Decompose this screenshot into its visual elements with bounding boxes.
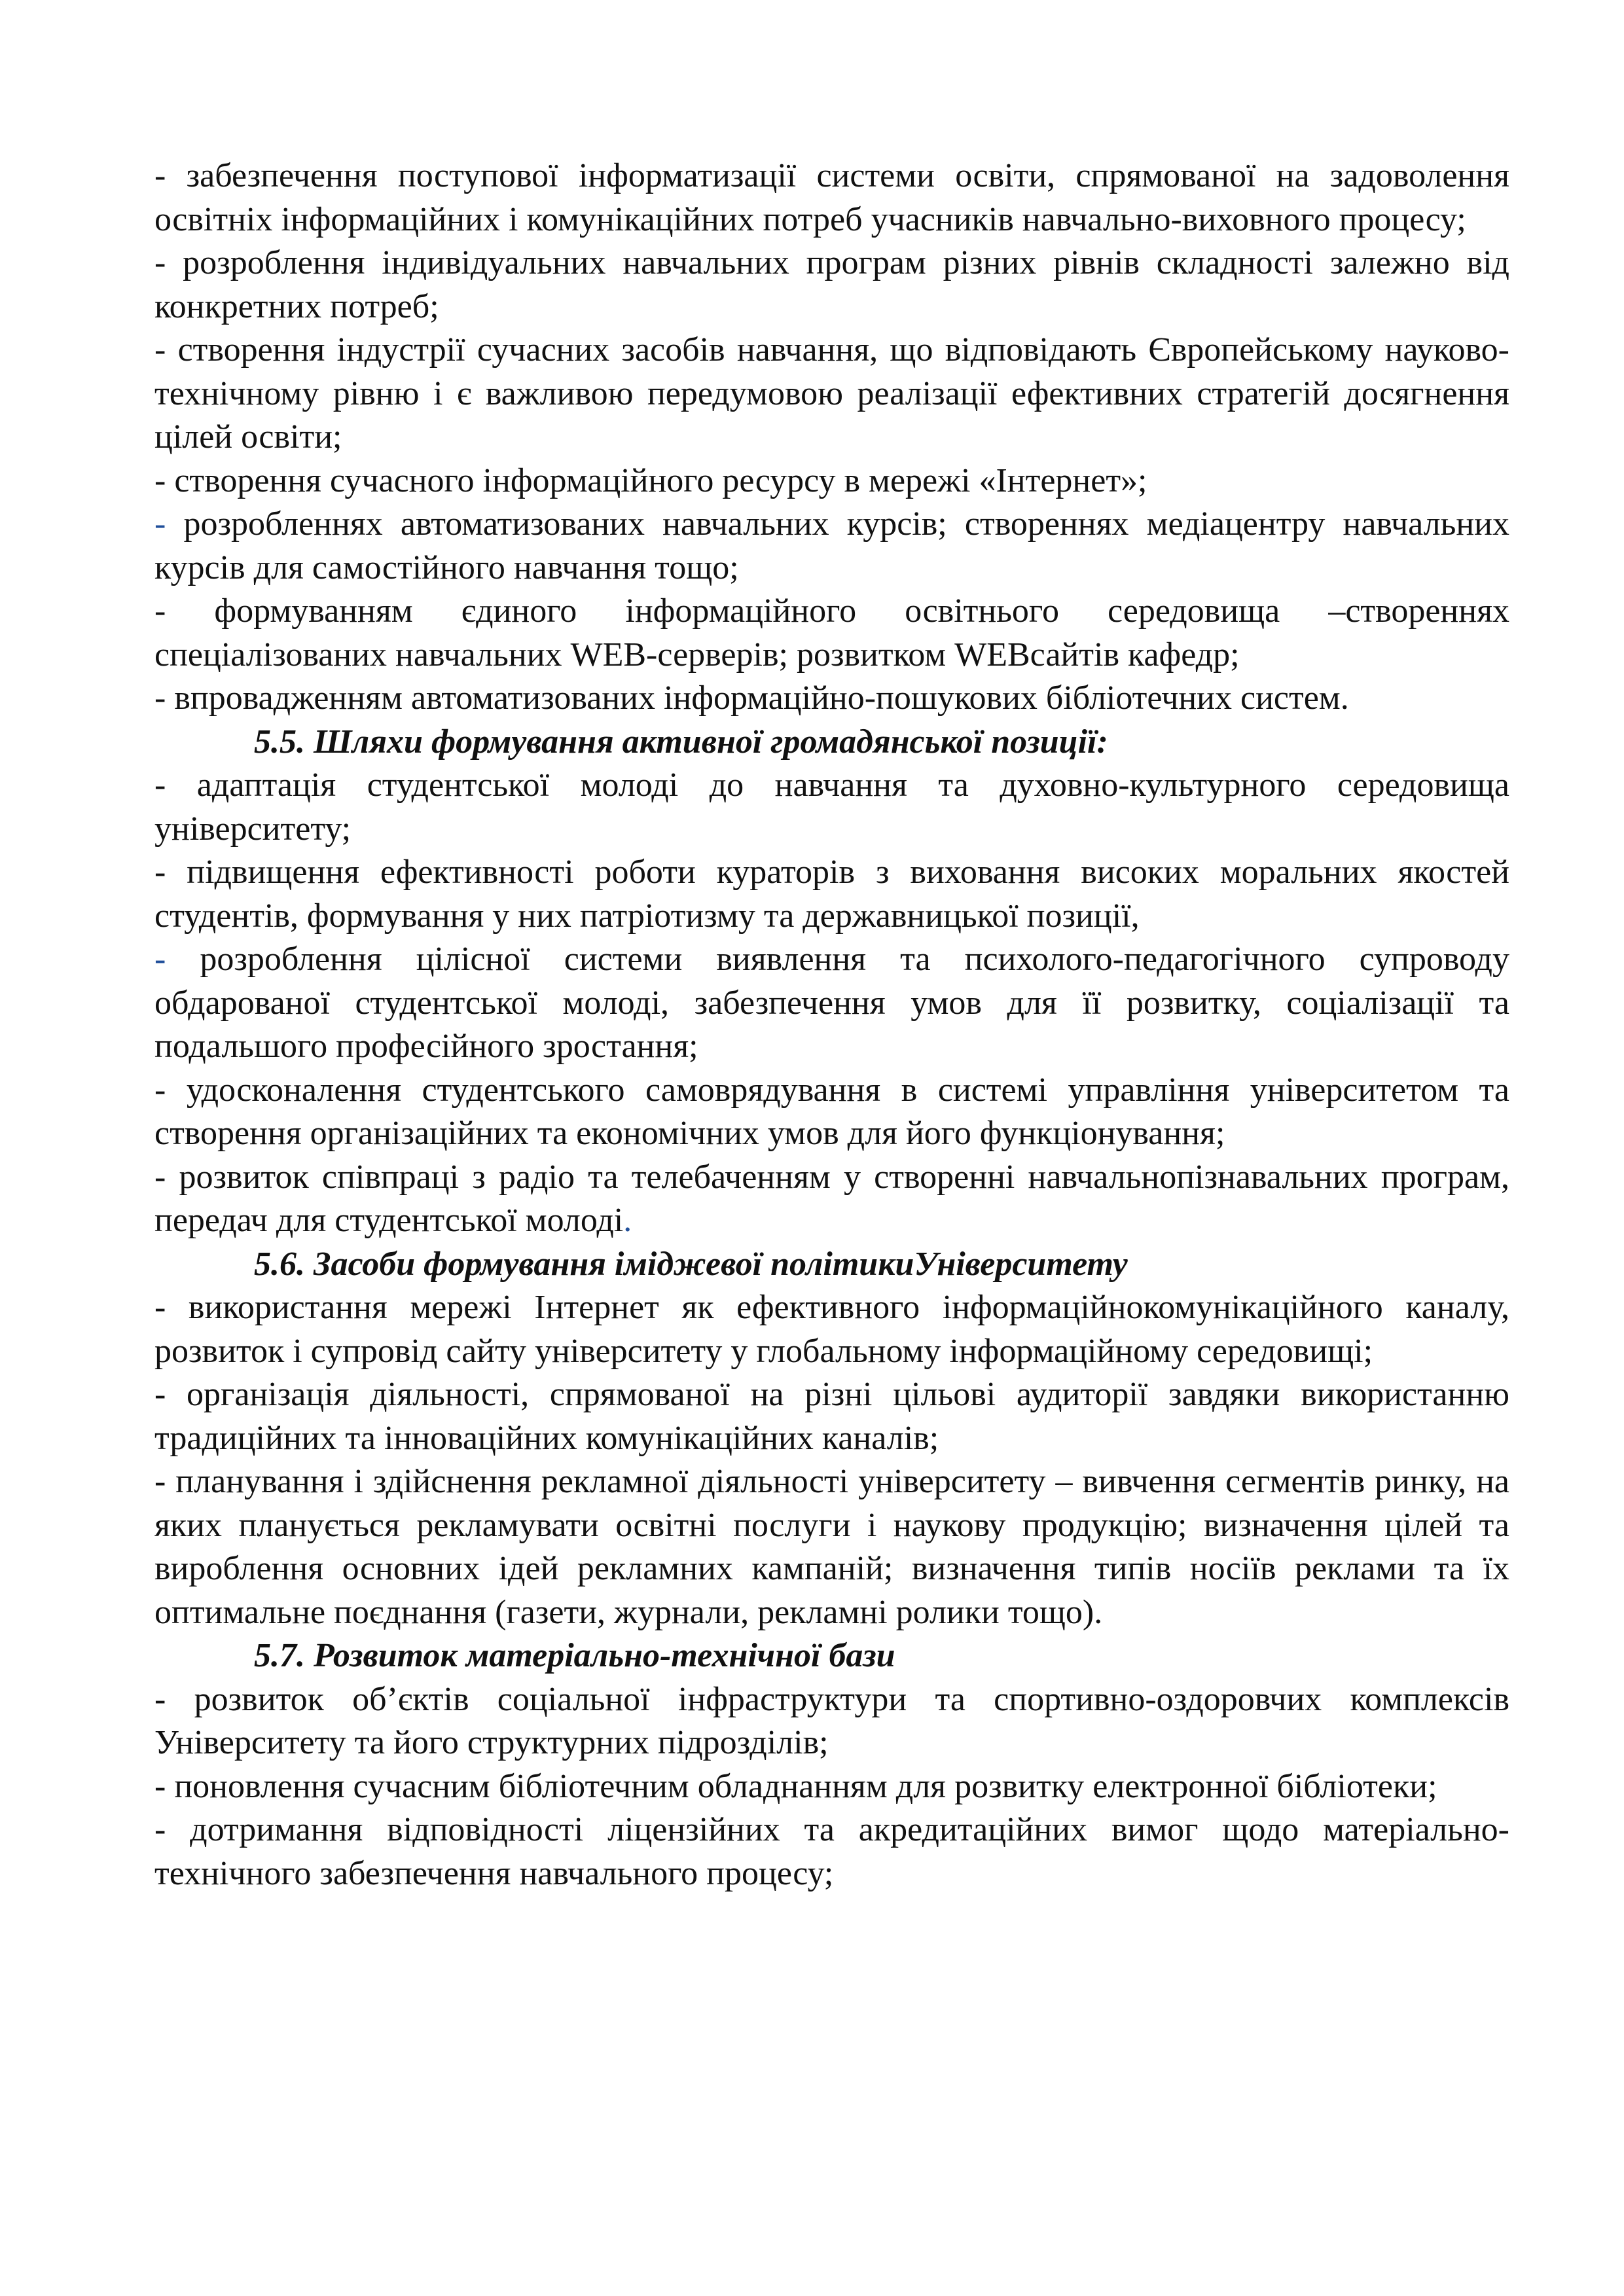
- list-item: - розроблення індивідуальних навчальних програм різних рівнів складності залежно від конкретних потреб;: [154, 244, 1509, 325]
- list-item: [154, 1156, 1509, 1243]
- section-heading: 5.7. Розвиток матеріально-технічної бази: [254, 1637, 895, 1674]
- bullet-dash: -: [154, 941, 200, 978]
- list-item: - створення сучасного інформаційного ресурсу в мережі «Інтернет»;: [154, 461, 1147, 499]
- list-item: - використання мережі Інтернет як ефективного інформаційнокомунікаційного каналу, розвиток і супровід сайту університету у глобальному інформаційному середовищі;: [154, 1289, 1509, 1370]
- list-item-text: - розвиток співпраці з радіо та телебаченням у створенні навчальнопізнавальних програм, передач для студентської молоді: [154, 1158, 1509, 1239]
- list-item: - створення індустрії сучасних засобів навчання, що відповідають Європейському науково-технічному рівню і є важливою передумовою реалізації ефективних стратегій досягнення цілей освіти;: [154, 331, 1509, 456]
- list-item: - організація діяльності, спрямованої на різні цільові аудиторії завдяки використанню традиційних та інноваційних комунікаційних каналів;: [154, 1376, 1509, 1457]
- bullet-dash: -: [154, 505, 184, 543]
- list-item: - планування і здійснення рекламної діяльності університету – вивчення сегментів ринку, на яких планується рекламувати освітні послуги і наукову продукцію; визначення цілей та вироблення основних ідей рекламних кампаній; визначення типів носіїв реклами та їх оптимальне поєднання (газети, журнали, рекламні ролики тощо).: [154, 1463, 1509, 1631]
- list-item: - впровадженням автоматизованих інформаційно-пошукових бібліотечних систем.: [154, 679, 1349, 717]
- document-page: [154, 154, 1509, 1895]
- list-item: - адаптація студентської молоді до навчання та духовно-культурного середовища університету;: [154, 766, 1509, 848]
- list-item: - забезпечення поступової інформатизації системи освіти, спрямованої на задоволення освітніх інформаційних і комунікаційних потреб учасників навчально-виховного процесу;: [154, 157, 1509, 238]
- list-item-text: розробленнях автоматизованих навчальних курсів; створеннях медіацентру навчальних курсів для самостійного навчання тощо;: [154, 505, 1509, 586]
- list-item: - дотримання відповідності ліцензійних та акредитаційних вимог щодо матеріально-технічного забезпечення навчального процесу;: [154, 1811, 1509, 1892]
- list-item-text: розроблення цілісної системи виявлення та психолого-педагогічного супроводу обдарованої студентської молоді, забезпечення умов для її розвитку, соціалізації та подальшого професійного зростання;: [154, 941, 1509, 1065]
- section-heading: 5.5. Шляхи формування активної громадянської позиції:: [254, 723, 1108, 761]
- list-item: - розвиток об’єктів соціальної інфраструктури та спортивно-оздоровчих комплексів Університету та його структурних підрозділів;: [154, 1680, 1509, 1761]
- list-item: - удосконалення студентського самоврядування в системі управління університетом та створення організаційних та економічних умов для його функціонування;: [154, 1071, 1509, 1152]
- list-item: - формуванням єдиного інформаційного освітнього середовища –створеннях спеціалізованих навчальних WEB-серверів; розвитком WEBсайтів кафедр;: [154, 592, 1509, 673]
- list-item: [154, 938, 1509, 1069]
- list-item: - поновлення сучасним бібліотечним обладнанням для розвитку електронної бібліотеки;: [154, 1767, 1437, 1805]
- period-mark: .: [623, 1202, 632, 1239]
- section-heading: 5.6. Засоби формування іміджевої політикиУніверситету: [254, 1245, 1128, 1283]
- list-item: - підвищення ефективності роботи кураторів з виховання високих моральних якостей студентів, формування у них патріотизму та державницької позиції,: [154, 853, 1509, 935]
- list-item: [154, 503, 1509, 590]
